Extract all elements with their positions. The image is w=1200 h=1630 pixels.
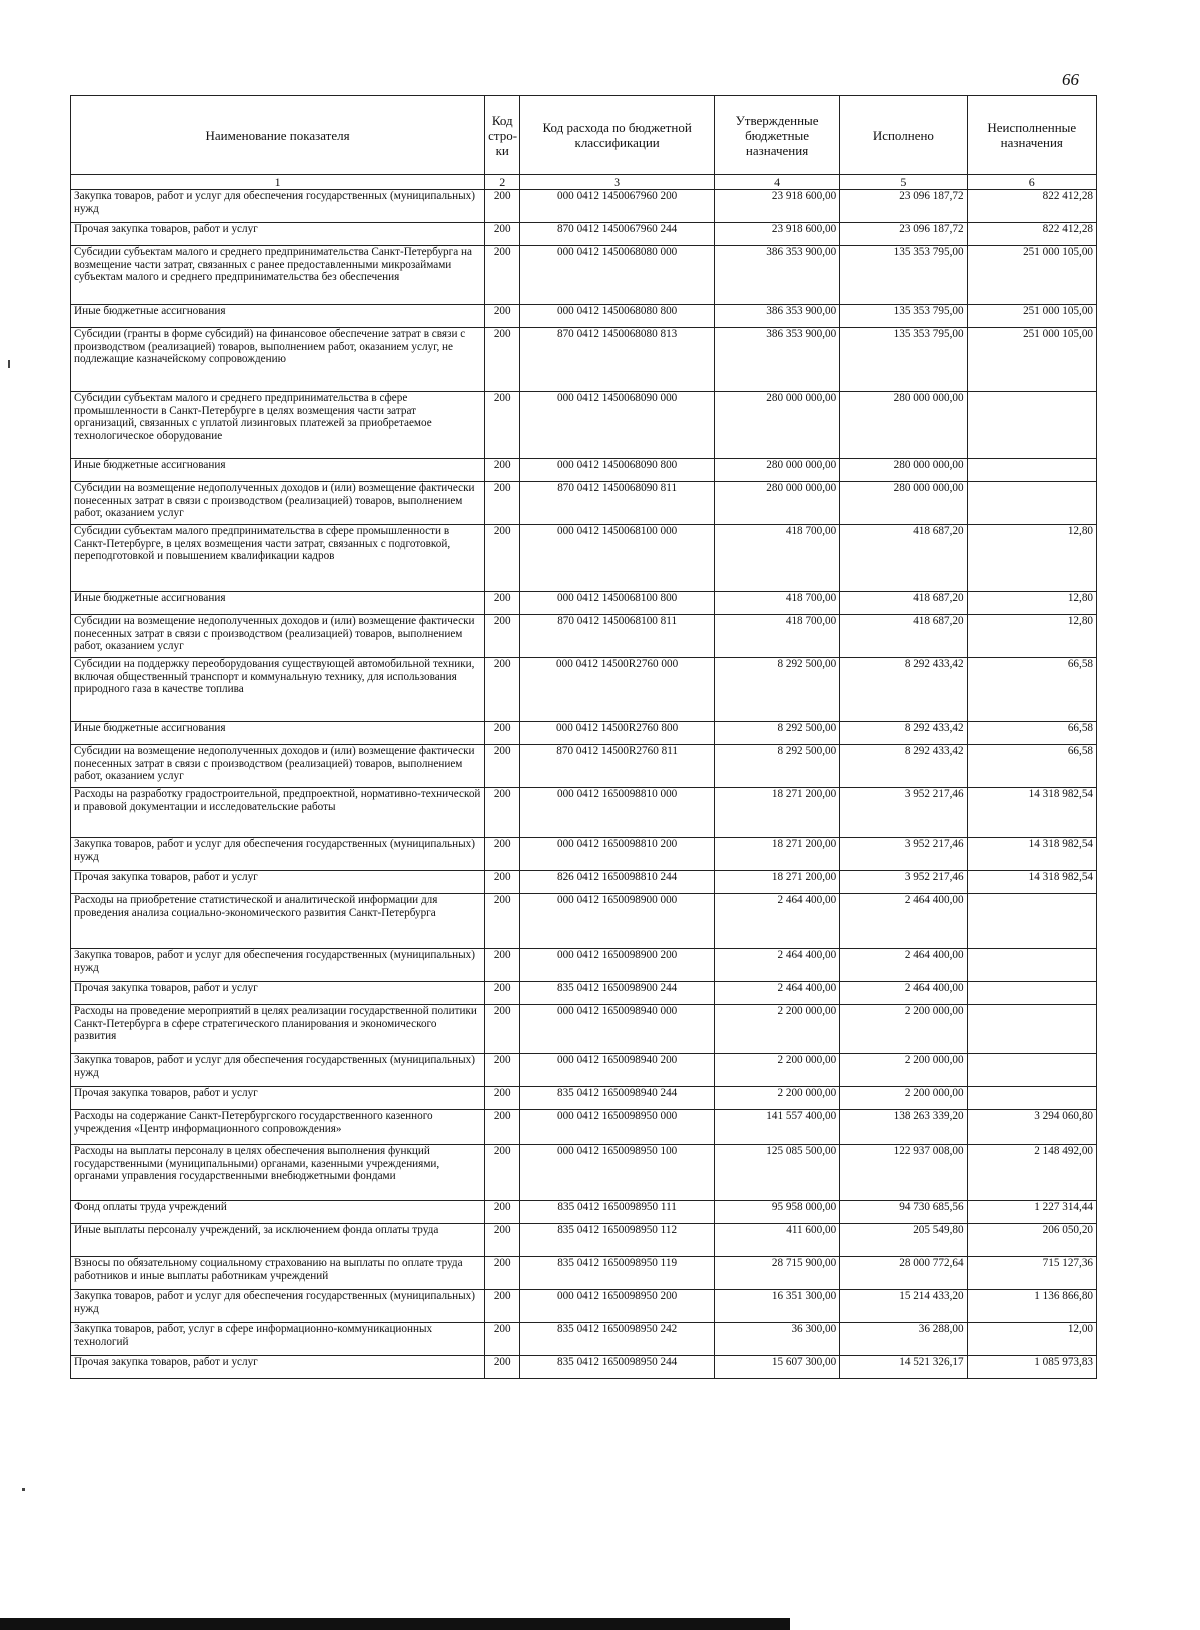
scan-edge-bar (0, 1618, 790, 1630)
row-executed-amount: 94 730 685,56 (840, 1201, 967, 1224)
row-approved-amount: 18 271 200,00 (714, 788, 839, 838)
row-name: Закупка товаров, работ и услуг для обеспечения государственных (муниципальных) нужд (71, 1290, 485, 1323)
row-name: Фонд оплаты труда учреждений (71, 1201, 485, 1224)
row-approved-amount: 2 200 000,00 (714, 1054, 839, 1087)
header-executed: Исполнено (840, 96, 967, 175)
table-row (71, 392, 1097, 459)
row-unexecuted-amount: 206 050,20 (967, 1224, 1096, 1257)
row-executed-amount: 280 000 000,00 (840, 392, 967, 459)
row-expense-code: 835 0412 1650098950 242 (520, 1323, 715, 1356)
row-expense-code: 000 0412 1650098940 000 (520, 1005, 715, 1054)
row-approved-amount: 125 085 500,00 (714, 1145, 839, 1201)
row-approved-amount: 418 700,00 (714, 525, 839, 592)
row-expense-code: 000 0412 1450068100 800 (520, 592, 715, 615)
row-approved-amount: 2 464 400,00 (714, 982, 839, 1005)
table-row (71, 1356, 1097, 1379)
row-name: Субсидии на возмещение недополученных доходов и (или) возмещение фактически понесенных затрат в связи с производством (реализацией) товаров, выполнением работ, оказанием услуг (71, 482, 485, 525)
row-approved-amount: 28 715 900,00 (714, 1257, 839, 1290)
row-line-code: 200 (485, 894, 520, 949)
row-expense-code: 835 0412 1650098950 244 (520, 1356, 715, 1379)
row-expense-code: 835 0412 1650098940 244 (520, 1087, 715, 1110)
row-unexecuted-amount (967, 1054, 1096, 1087)
row-name: Расходы на разработку градостроительной, предпроектной, нормативно-технической и правовой документации и исследовательские работы (71, 788, 485, 838)
row-expense-code: 000 0412 1650098810 200 (520, 838, 715, 871)
row-unexecuted-amount: 1 085 973,83 (967, 1356, 1096, 1379)
row-executed-amount: 2 464 400,00 (840, 949, 967, 982)
row-expense-code: 000 0412 1650098940 200 (520, 1054, 715, 1087)
row-line-code: 200 (485, 1290, 520, 1323)
row-approved-amount: 280 000 000,00 (714, 459, 839, 482)
row-line-code: 200 (485, 722, 520, 745)
scan-mark (22, 1488, 25, 1491)
row-line-code: 200 (485, 1054, 520, 1087)
row-unexecuted-amount: 66,58 (967, 722, 1096, 745)
row-name: Иные выплаты персоналу учреждений, за исключением фонда оплаты труда (71, 1224, 485, 1257)
row-name: Расходы на выплаты персоналу в целях обеспечения выполнения функций государственными (муниципальными) органами, казенными учреждениями, органами управления государственными внебюджетными фондами (71, 1145, 485, 1201)
row-expense-code: 000 0412 1650098950 200 (520, 1290, 715, 1323)
row-approved-amount: 23 918 600,00 (714, 190, 839, 223)
row-expense-code: 835 0412 1650098950 111 (520, 1201, 715, 1224)
column-number-row (71, 175, 1097, 190)
row-approved-amount: 411 600,00 (714, 1224, 839, 1257)
row-unexecuted-amount: 66,58 (967, 658, 1096, 722)
header-indicator-name: Наименование показателя (71, 96, 485, 175)
row-unexecuted-amount: 12,80 (967, 525, 1096, 592)
row-name: Прочая закупка товаров, работ и услуг (71, 871, 485, 894)
table-row (71, 745, 1097, 788)
row-expense-code: 000 0412 14500R2760 000 (520, 658, 715, 722)
row-expense-code: 826 0412 1650098810 244 (520, 871, 715, 894)
row-approved-amount: 280 000 000,00 (714, 392, 839, 459)
row-line-code: 200 (485, 305, 520, 328)
table-row (71, 328, 1097, 392)
row-expense-code: 000 0412 1650098950 000 (520, 1110, 715, 1145)
row-line-code: 200 (485, 592, 520, 615)
row-expense-code: 000 0412 1650098810 000 (520, 788, 715, 838)
row-executed-amount: 3 952 217,46 (840, 838, 967, 871)
row-line-code: 200 (485, 871, 520, 894)
row-name: Субсидии субъектам малого предпринимательства в сфере промышленности в Санкт-Петербурге, в целях возмещения части затрат, связанных с подготовкой, переподготовкой и повышением квалификации кадров (71, 525, 485, 592)
row-name: Расходы на проведение мероприятий в целях реализации государственной политики Санкт-Петербурга в сфере стратегического планирования и экономического развития (71, 1005, 485, 1054)
row-executed-amount: 8 292 433,42 (840, 658, 967, 722)
row-expense-code: 870 0412 1450068090 811 (520, 482, 715, 525)
row-line-code: 200 (485, 1145, 520, 1201)
row-unexecuted-amount: 1 136 866,80 (967, 1290, 1096, 1323)
row-expense-code: 835 0412 1650098900 244 (520, 982, 715, 1005)
row-executed-amount: 28 000 772,64 (840, 1257, 967, 1290)
row-name: Субсидии субъектам малого и среднего предпринимательства Санкт-Петербурга на возмещение части затрат, связанных с ранее предоставленными микрозаймами субъектам малого и среднего предпринимательства без обеспечения (71, 246, 485, 305)
budget-execution-table (70, 95, 1097, 1379)
row-expense-code: 000 0412 1450068100 000 (520, 525, 715, 592)
row-executed-amount: 8 292 433,42 (840, 745, 967, 788)
table-row (71, 871, 1097, 894)
row-line-code: 200 (485, 525, 520, 592)
row-expense-code: 835 0412 1650098950 119 (520, 1257, 715, 1290)
row-unexecuted-amount (967, 482, 1096, 525)
row-approved-amount: 141 557 400,00 (714, 1110, 839, 1145)
row-name: Закупка товаров, работ, услуг в сфере информационно-коммуникационных технологий (71, 1323, 485, 1356)
column-number: 2 (485, 175, 520, 190)
row-executed-amount: 418 687,20 (840, 525, 967, 592)
row-line-code: 200 (485, 1110, 520, 1145)
row-approved-amount: 386 353 900,00 (714, 246, 839, 305)
row-name: Прочая закупка товаров, работ и услуг (71, 1356, 485, 1379)
row-unexecuted-amount: 251 000 105,00 (967, 246, 1096, 305)
row-unexecuted-amount: 1 227 314,44 (967, 1201, 1096, 1224)
table-row (71, 525, 1097, 592)
table-row (71, 1005, 1097, 1054)
row-name: Расходы на приобретение статистической и аналитической информации для проведения анализа социально-экономического развития Санкт-Петербурга (71, 894, 485, 949)
row-line-code: 200 (485, 788, 520, 838)
row-name: Субсидии на возмещение недополученных доходов и (или) возмещение фактически понесенных затрат в связи с производством (реализацией) товаров, выполнением работ, оказанием услуг (71, 615, 485, 658)
row-unexecuted-amount: 66,58 (967, 745, 1096, 788)
row-line-code: 200 (485, 482, 520, 525)
row-approved-amount: 18 271 200,00 (714, 838, 839, 871)
row-line-code: 200 (485, 745, 520, 788)
row-line-code: 200 (485, 1224, 520, 1257)
row-unexecuted-amount (967, 392, 1096, 459)
row-expense-code: 000 0412 1650098950 100 (520, 1145, 715, 1201)
row-name: Закупка товаров, работ и услуг для обеспечения государственных (муниципальных) нужд (71, 949, 485, 982)
row-name: Расходы на содержание Санкт-Петербургского государственного казенного учреждения «Центр информационного сопровождения» (71, 1110, 485, 1145)
row-line-code: 200 (485, 190, 520, 223)
row-executed-amount: 3 952 217,46 (840, 788, 967, 838)
row-name: Прочая закупка товаров, работ и услуг (71, 223, 485, 246)
row-line-code: 200 (485, 949, 520, 982)
row-executed-amount: 23 096 187,72 (840, 190, 967, 223)
row-expense-code: 870 0412 1450067960 244 (520, 223, 715, 246)
row-executed-amount: 205 549,80 (840, 1224, 967, 1257)
row-executed-amount: 2 464 400,00 (840, 982, 967, 1005)
row-name: Субсидии на поддержку переоборудования существующей автомобильной техники, включая общественный транспорт и коммунальную технику, для использования природного газа в качестве топлива (71, 658, 485, 722)
column-number: 5 (840, 175, 967, 190)
table-body (71, 190, 1097, 1379)
row-name: Субсидии на возмещение недополученных доходов и (или) возмещение фактически понесенных затрат в связи с производством (реализацией) товаров, выполнением работ, оказанием услуг (71, 745, 485, 788)
row-approved-amount: 386 353 900,00 (714, 305, 839, 328)
table-row (71, 482, 1097, 525)
row-line-code: 200 (485, 615, 520, 658)
header-line-code: Код стро-ки (485, 96, 520, 175)
row-line-code: 200 (485, 328, 520, 392)
row-name: Прочая закупка товаров, работ и услуг (71, 982, 485, 1005)
row-line-code: 200 (485, 1356, 520, 1379)
row-approved-amount: 8 292 500,00 (714, 722, 839, 745)
table-row (71, 223, 1097, 246)
row-expense-code: 000 0412 1650098900 200 (520, 949, 715, 982)
scan-mark (8, 360, 10, 368)
table-row (71, 1257, 1097, 1290)
row-line-code: 200 (485, 223, 520, 246)
table-row (71, 305, 1097, 328)
row-unexecuted-amount: 251 000 105,00 (967, 305, 1096, 328)
table-row (71, 1054, 1097, 1087)
row-unexecuted-amount: 822 412,28 (967, 223, 1096, 246)
table-row (71, 1290, 1097, 1323)
row-expense-code: 000 0412 1450068090 000 (520, 392, 715, 459)
row-line-code: 200 (485, 838, 520, 871)
row-approved-amount: 2 200 000,00 (714, 1005, 839, 1054)
row-unexecuted-amount (967, 459, 1096, 482)
table-row (71, 1201, 1097, 1224)
row-unexecuted-amount (967, 1005, 1096, 1054)
table-row (71, 982, 1097, 1005)
row-name: Взносы по обязательному социальному страхованию на выплаты по оплате труда работников и иные выплаты работникам учреждений (71, 1257, 485, 1290)
header-unexecuted: Неисполненные назначения (967, 96, 1096, 175)
row-expense-code: 870 0412 1450068080 813 (520, 328, 715, 392)
table-row (71, 1110, 1097, 1145)
table-row (71, 894, 1097, 949)
row-executed-amount: 36 288,00 (840, 1323, 967, 1356)
row-executed-amount: 135 353 795,00 (840, 328, 967, 392)
row-unexecuted-amount: 822 412,28 (967, 190, 1096, 223)
row-name: Закупка товаров, работ и услуг для обеспечения государственных (муниципальных) нужд (71, 1054, 485, 1087)
row-unexecuted-amount: 14 318 982,54 (967, 871, 1096, 894)
header-expense-code: Код расхода по бюджетной классификации (520, 96, 715, 175)
row-unexecuted-amount: 14 318 982,54 (967, 838, 1096, 871)
table-row (71, 1323, 1097, 1356)
row-unexecuted-amount: 715 127,36 (967, 1257, 1096, 1290)
row-executed-amount: 14 521 326,17 (840, 1356, 967, 1379)
table-row (71, 459, 1097, 482)
row-approved-amount: 280 000 000,00 (714, 482, 839, 525)
table-row (71, 190, 1097, 223)
row-name: Закупка товаров, работ и услуг для обеспечения государственных (муниципальных) нужд (71, 190, 485, 223)
row-name: Иные бюджетные ассигнования (71, 722, 485, 745)
table-row (71, 1224, 1097, 1257)
row-line-code: 200 (485, 1257, 520, 1290)
row-line-code: 200 (485, 246, 520, 305)
row-executed-amount: 2 200 000,00 (840, 1005, 967, 1054)
header-approved: Утвержденные бюджетные назначения (714, 96, 839, 175)
column-number: 1 (71, 175, 485, 190)
row-expense-code: 000 0412 1450067960 200 (520, 190, 715, 223)
row-approved-amount: 2 200 000,00 (714, 1087, 839, 1110)
row-line-code: 200 (485, 1201, 520, 1224)
row-executed-amount: 2 200 000,00 (840, 1087, 967, 1110)
row-unexecuted-amount (967, 982, 1096, 1005)
row-unexecuted-amount: 12,80 (967, 592, 1096, 615)
row-approved-amount: 2 464 400,00 (714, 949, 839, 982)
table-header-row (71, 96, 1097, 175)
row-executed-amount: 418 687,20 (840, 615, 967, 658)
row-approved-amount: 386 353 900,00 (714, 328, 839, 392)
row-line-code: 200 (485, 1005, 520, 1054)
row-executed-amount: 418 687,20 (840, 592, 967, 615)
row-expense-code: 000 0412 1650098900 000 (520, 894, 715, 949)
row-unexecuted-amount: 14 318 982,54 (967, 788, 1096, 838)
row-name: Закупка товаров, работ и услуг для обеспечения государственных (муниципальных) нужд (71, 838, 485, 871)
row-expense-code: 835 0412 1650098950 112 (520, 1224, 715, 1257)
row-expense-code: 870 0412 1450068100 811 (520, 615, 715, 658)
row-approved-amount: 8 292 500,00 (714, 658, 839, 722)
row-approved-amount: 23 918 600,00 (714, 223, 839, 246)
row-name: Субсидии субъектам малого и среднего предпринимательства в сфере промышленности в Санкт-Петербурге в целях возмещения части затрат организаций, связанных с уплатой лизинговых платежей за приобретаемое технологическое оборудование (71, 392, 485, 459)
row-executed-amount: 135 353 795,00 (840, 246, 967, 305)
row-unexecuted-amount: 3 294 060,80 (967, 1110, 1096, 1145)
table-row (71, 246, 1097, 305)
column-number: 3 (520, 175, 715, 190)
row-line-code: 200 (485, 658, 520, 722)
row-unexecuted-amount (967, 894, 1096, 949)
table-row (71, 1087, 1097, 1110)
row-approved-amount: 15 607 300,00 (714, 1356, 839, 1379)
row-approved-amount: 418 700,00 (714, 615, 839, 658)
row-executed-amount: 135 353 795,00 (840, 305, 967, 328)
row-approved-amount: 2 464 400,00 (714, 894, 839, 949)
row-line-code: 200 (485, 1087, 520, 1110)
row-expense-code: 000 0412 1450068080 000 (520, 246, 715, 305)
row-name: Прочая закупка товаров, работ и услуг (71, 1087, 485, 1110)
row-expense-code: 000 0412 1450068090 800 (520, 459, 715, 482)
row-unexecuted-amount: 251 000 105,00 (967, 328, 1096, 392)
row-expense-code: 870 0412 14500R2760 811 (520, 745, 715, 788)
row-name: Иные бюджетные ассигнования (71, 305, 485, 328)
row-executed-amount: 280 000 000,00 (840, 482, 967, 525)
row-name: Субсидии (гранты в форме субсидий) на финансовое обеспечение затрат в связи с производством (реализацией) товаров, выполнением работ, оказанием услуг, не подлежащие казначейскому сопровождению (71, 328, 485, 392)
row-unexecuted-amount: 12,80 (967, 615, 1096, 658)
row-name: Иные бюджетные ассигнования (71, 459, 485, 482)
row-executed-amount: 23 096 187,72 (840, 223, 967, 246)
column-number: 4 (714, 175, 839, 190)
row-unexecuted-amount: 2 148 492,00 (967, 1145, 1096, 1201)
table-row (71, 722, 1097, 745)
row-line-code: 200 (485, 982, 520, 1005)
table-row (71, 1145, 1097, 1201)
row-executed-amount: 2 464 400,00 (840, 894, 967, 949)
row-line-code: 200 (485, 392, 520, 459)
row-executed-amount: 8 292 433,42 (840, 722, 967, 745)
page-number: 66 (1062, 70, 1079, 89)
row-name: Иные бюджетные ассигнования (71, 592, 485, 615)
row-approved-amount: 418 700,00 (714, 592, 839, 615)
row-expense-code: 000 0412 1450068080 800 (520, 305, 715, 328)
row-approved-amount: 8 292 500,00 (714, 745, 839, 788)
row-executed-amount: 3 952 217,46 (840, 871, 967, 894)
row-executed-amount: 122 937 008,00 (840, 1145, 967, 1201)
column-number: 6 (967, 175, 1096, 190)
row-executed-amount: 138 263 339,20 (840, 1110, 967, 1145)
row-line-code: 200 (485, 1323, 520, 1356)
row-unexecuted-amount (967, 1087, 1096, 1110)
row-executed-amount: 280 000 000,00 (840, 459, 967, 482)
row-expense-code: 000 0412 14500R2760 800 (520, 722, 715, 745)
row-approved-amount: 36 300,00 (714, 1323, 839, 1356)
table-row (71, 838, 1097, 871)
row-executed-amount: 2 200 000,00 (840, 1054, 967, 1087)
row-approved-amount: 18 271 200,00 (714, 871, 839, 894)
row-executed-amount: 15 214 433,20 (840, 1290, 967, 1323)
table-row (71, 615, 1097, 658)
row-unexecuted-amount (967, 949, 1096, 982)
row-approved-amount: 95 958 000,00 (714, 1201, 839, 1224)
row-line-code: 200 (485, 459, 520, 482)
table-row (71, 788, 1097, 838)
row-approved-amount: 16 351 300,00 (714, 1290, 839, 1323)
table-row (71, 949, 1097, 982)
table-row (71, 658, 1097, 722)
row-unexecuted-amount: 12,00 (967, 1323, 1096, 1356)
table-row (71, 592, 1097, 615)
